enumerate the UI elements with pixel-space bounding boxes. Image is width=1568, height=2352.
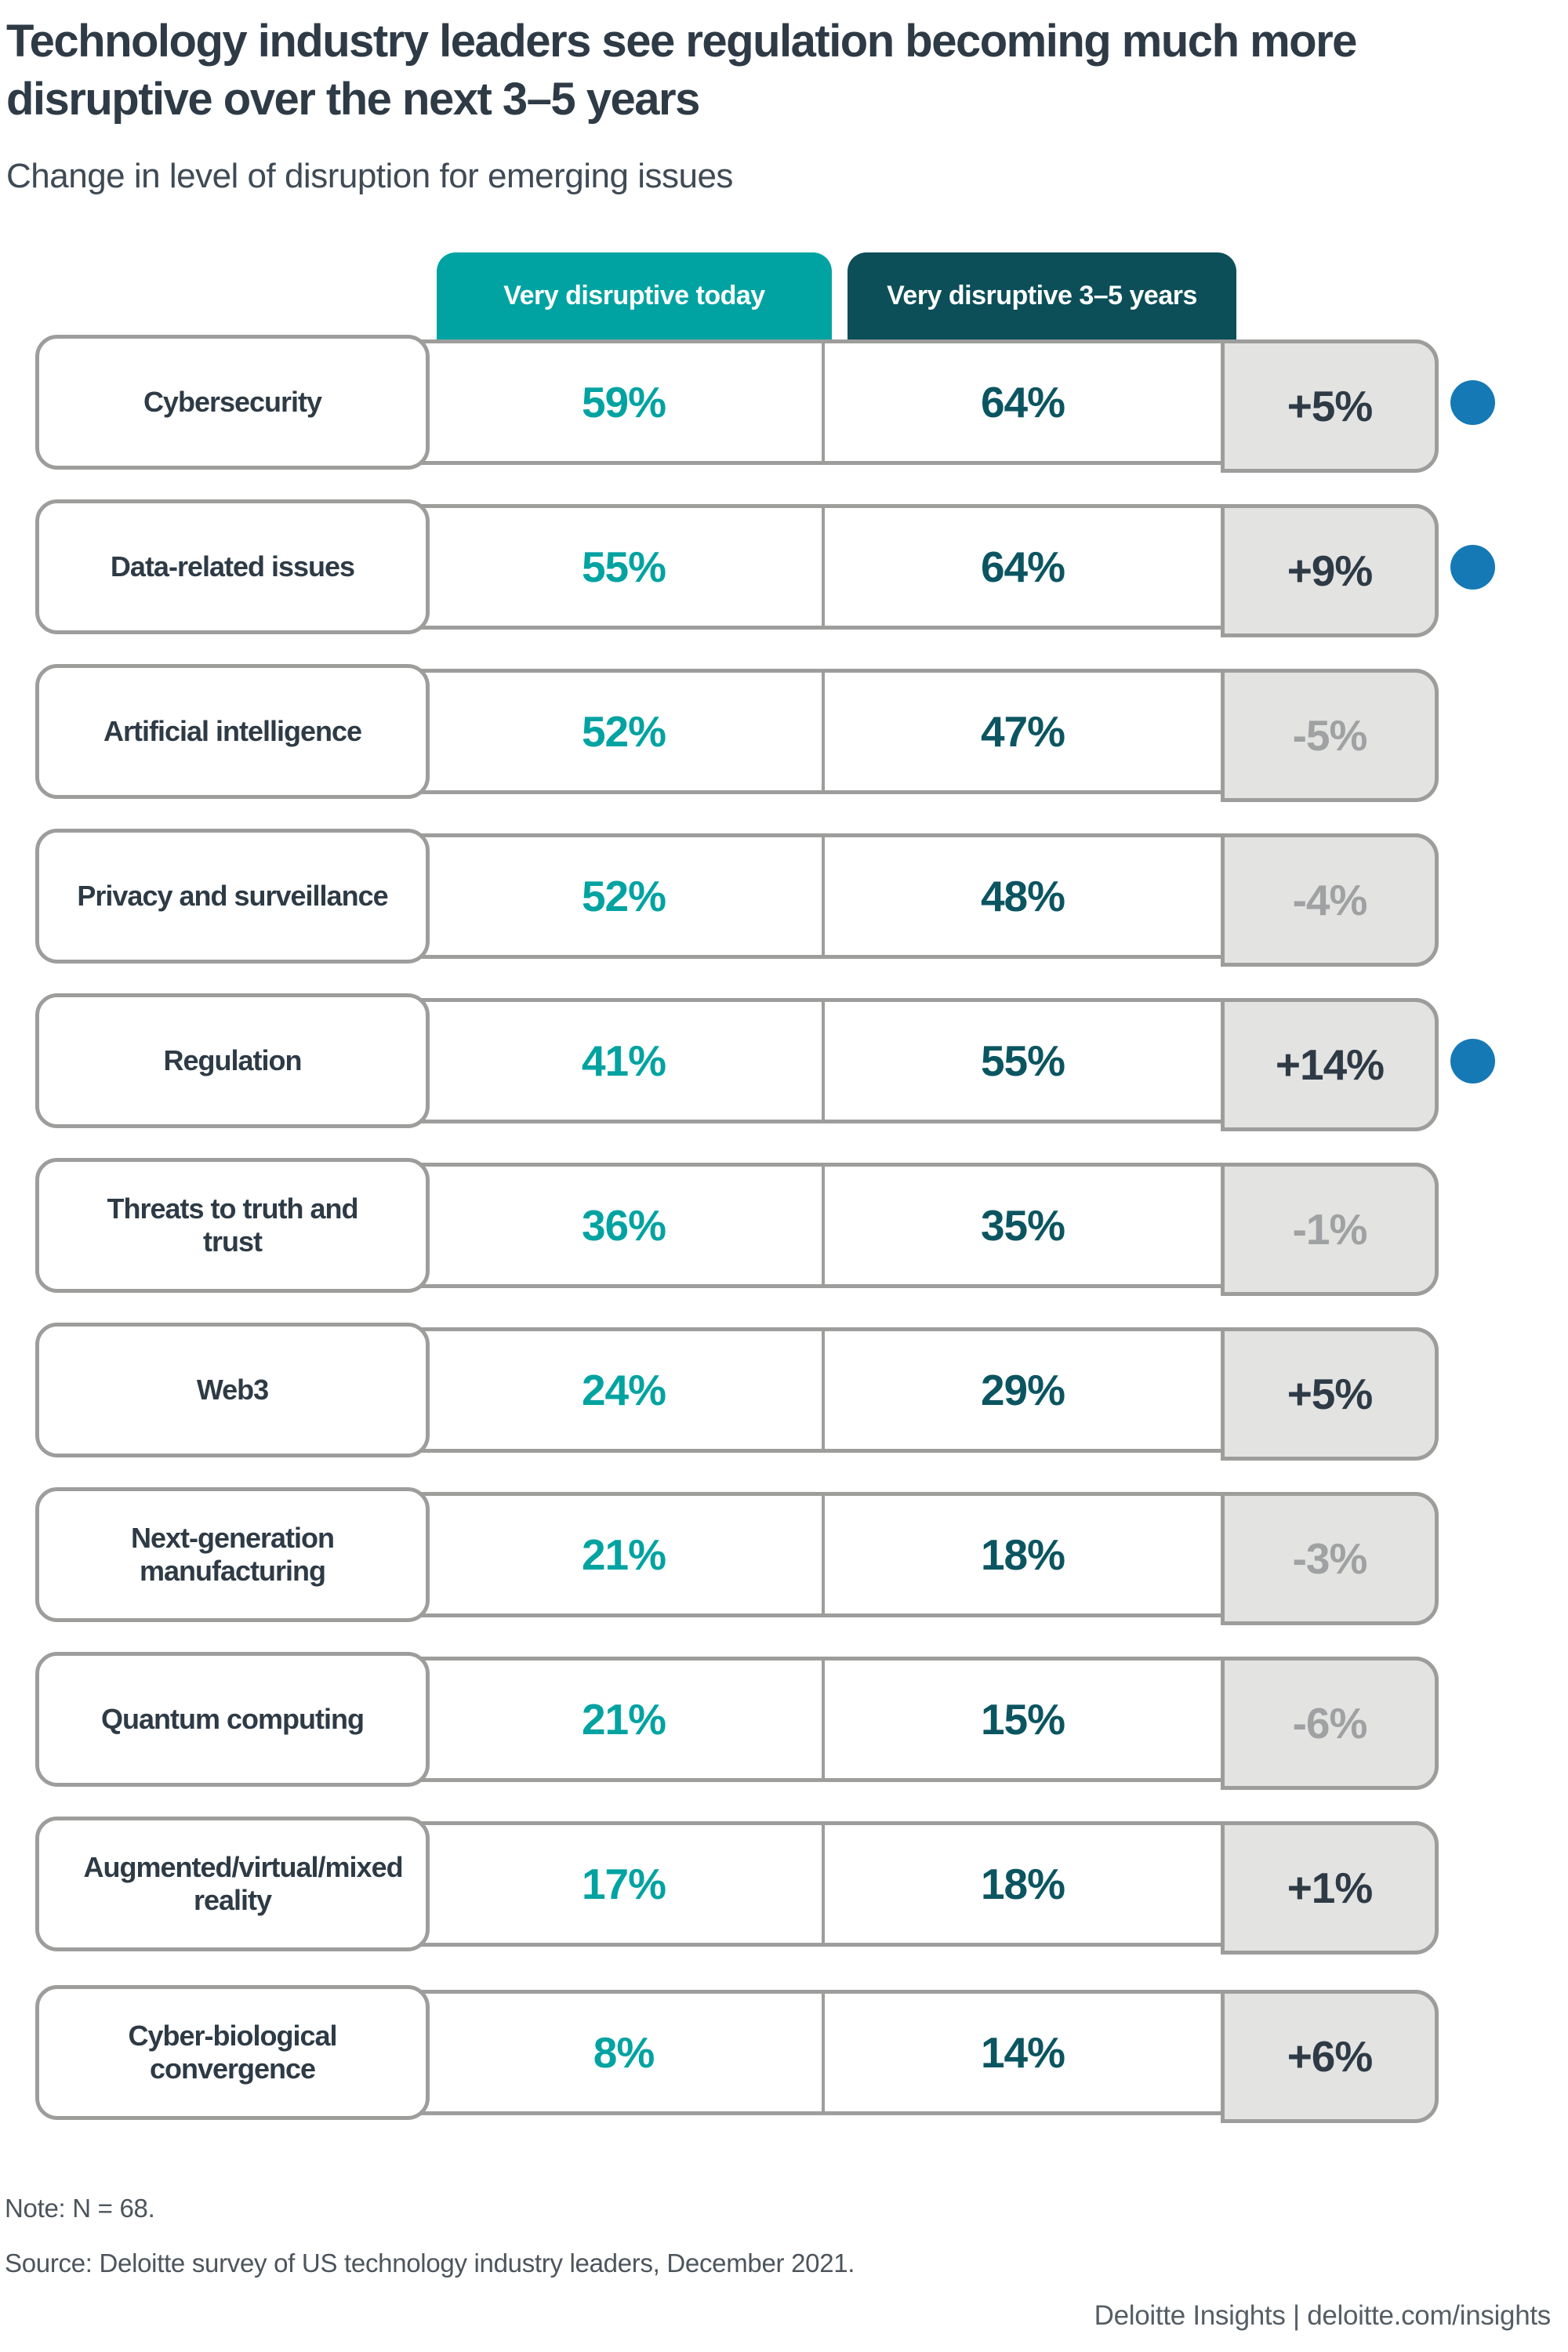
value-future-cell: 64% — [980, 543, 1065, 591]
table-row — [35, 339, 1439, 465]
page-subtitle: Change in level of disruption for emerging issues — [6, 157, 733, 195]
value-today-cell: 52% — [581, 707, 666, 756]
note-text: Note: N = 68. — [5, 2194, 155, 2223]
value-today-cell: 21% — [581, 1530, 666, 1579]
value-today-cell: 41% — [581, 1036, 666, 1085]
highlight-dot — [1450, 545, 1495, 590]
column-header-today: Very disruptive today — [437, 252, 832, 339]
value-future-cell: 55% — [980, 1036, 1065, 1085]
delta-cell: -4% — [1221, 833, 1439, 967]
row-label-text: Quantum computing — [101, 1703, 364, 1736]
delta-cell: -1% — [1221, 1163, 1439, 1296]
table-row — [35, 1492, 1439, 1617]
table-row — [35, 504, 1439, 630]
row-label — [35, 829, 430, 964]
row-label-text: Next-generation manufacturing — [130, 1522, 335, 1587]
row-label-text: Regulation — [163, 1044, 302, 1077]
value-today-cell: 52% — [581, 872, 666, 920]
delta-cell: +6% — [1221, 1990, 1439, 2123]
page-title: Technology industry leaders see regulation becoming much more disruptive over the next 3–5 years — [6, 16, 1356, 125]
value-today-cell: 21% — [581, 1695, 666, 1744]
row-label — [35, 1158, 430, 1293]
value-future-cell: 14% — [980, 2028, 1065, 2077]
value-future-cell: 64% — [980, 378, 1065, 426]
delta-cell: +1% — [1221, 1821, 1439, 1955]
delta-cell: +5% — [1221, 339, 1439, 473]
value-future-cell: 18% — [980, 1860, 1065, 1908]
row-label-text: Augmented/virtual/mixed reality — [83, 1851, 403, 1916]
value-today-cell: 8% — [593, 2028, 655, 2077]
value-future-cell: 35% — [980, 1201, 1065, 1250]
value-today-cell: 24% — [581, 1366, 666, 1414]
table-row — [35, 669, 1439, 794]
row-label-text: Web3 — [196, 1374, 269, 1406]
value-today-cell: 17% — [581, 1860, 666, 1908]
value-future-cell: 15% — [980, 1695, 1065, 1744]
table-row — [35, 998, 1439, 1123]
table-row — [35, 1990, 1439, 2115]
row-label — [35, 335, 430, 470]
delta-cell: +9% — [1221, 504, 1439, 637]
row-label — [35, 1817, 430, 1951]
value-today-cell: 36% — [581, 1201, 666, 1250]
highlight-dot — [1450, 380, 1495, 425]
value-future-cell: 47% — [980, 707, 1065, 756]
table-row — [35, 1327, 1439, 1453]
row-label-text: Cybersecurity — [143, 386, 322, 419]
row-label — [35, 664, 430, 799]
row-label-text: Threats to truth and trust — [107, 1192, 358, 1258]
table-row — [35, 833, 1439, 959]
highlight-dot — [1450, 1039, 1495, 1083]
table-row — [35, 1163, 1439, 1288]
row-label — [35, 1985, 430, 2120]
column-header-future: Very disruptive 3–5 years — [848, 252, 1236, 339]
source-text: Source: Deloitte survey of US technology industry leaders, December 2021. — [5, 2249, 855, 2278]
row-label-text: Data-related issues — [110, 550, 355, 583]
row-label — [35, 1652, 430, 1787]
branding-text: Deloitte Insights | deloitte.com/insights — [1094, 2300, 1551, 2331]
value-today-cell: 59% — [581, 378, 666, 426]
row-label-text: Artificial intelligence — [103, 715, 362, 748]
delta-cell: -5% — [1221, 669, 1439, 802]
row-label — [35, 1323, 430, 1457]
row-label — [35, 499, 430, 634]
row-label-text: Privacy and surveillance — [77, 880, 388, 913]
table-row — [35, 1657, 1439, 1782]
delta-cell: +14% — [1221, 998, 1439, 1131]
row-label-text: Cyber-biological convergence — [128, 2020, 337, 2085]
delta-cell: -6% — [1221, 1657, 1439, 1790]
value-future-cell: 18% — [980, 1530, 1065, 1579]
value-today-cell: 55% — [581, 543, 666, 591]
row-label — [35, 993, 430, 1128]
row-label — [35, 1487, 430, 1622]
table-row — [35, 1821, 1439, 1947]
value-future-cell: 48% — [980, 872, 1065, 920]
delta-cell: +5% — [1221, 1327, 1439, 1461]
value-future-cell: 29% — [980, 1366, 1065, 1414]
delta-cell: -3% — [1221, 1492, 1439, 1625]
